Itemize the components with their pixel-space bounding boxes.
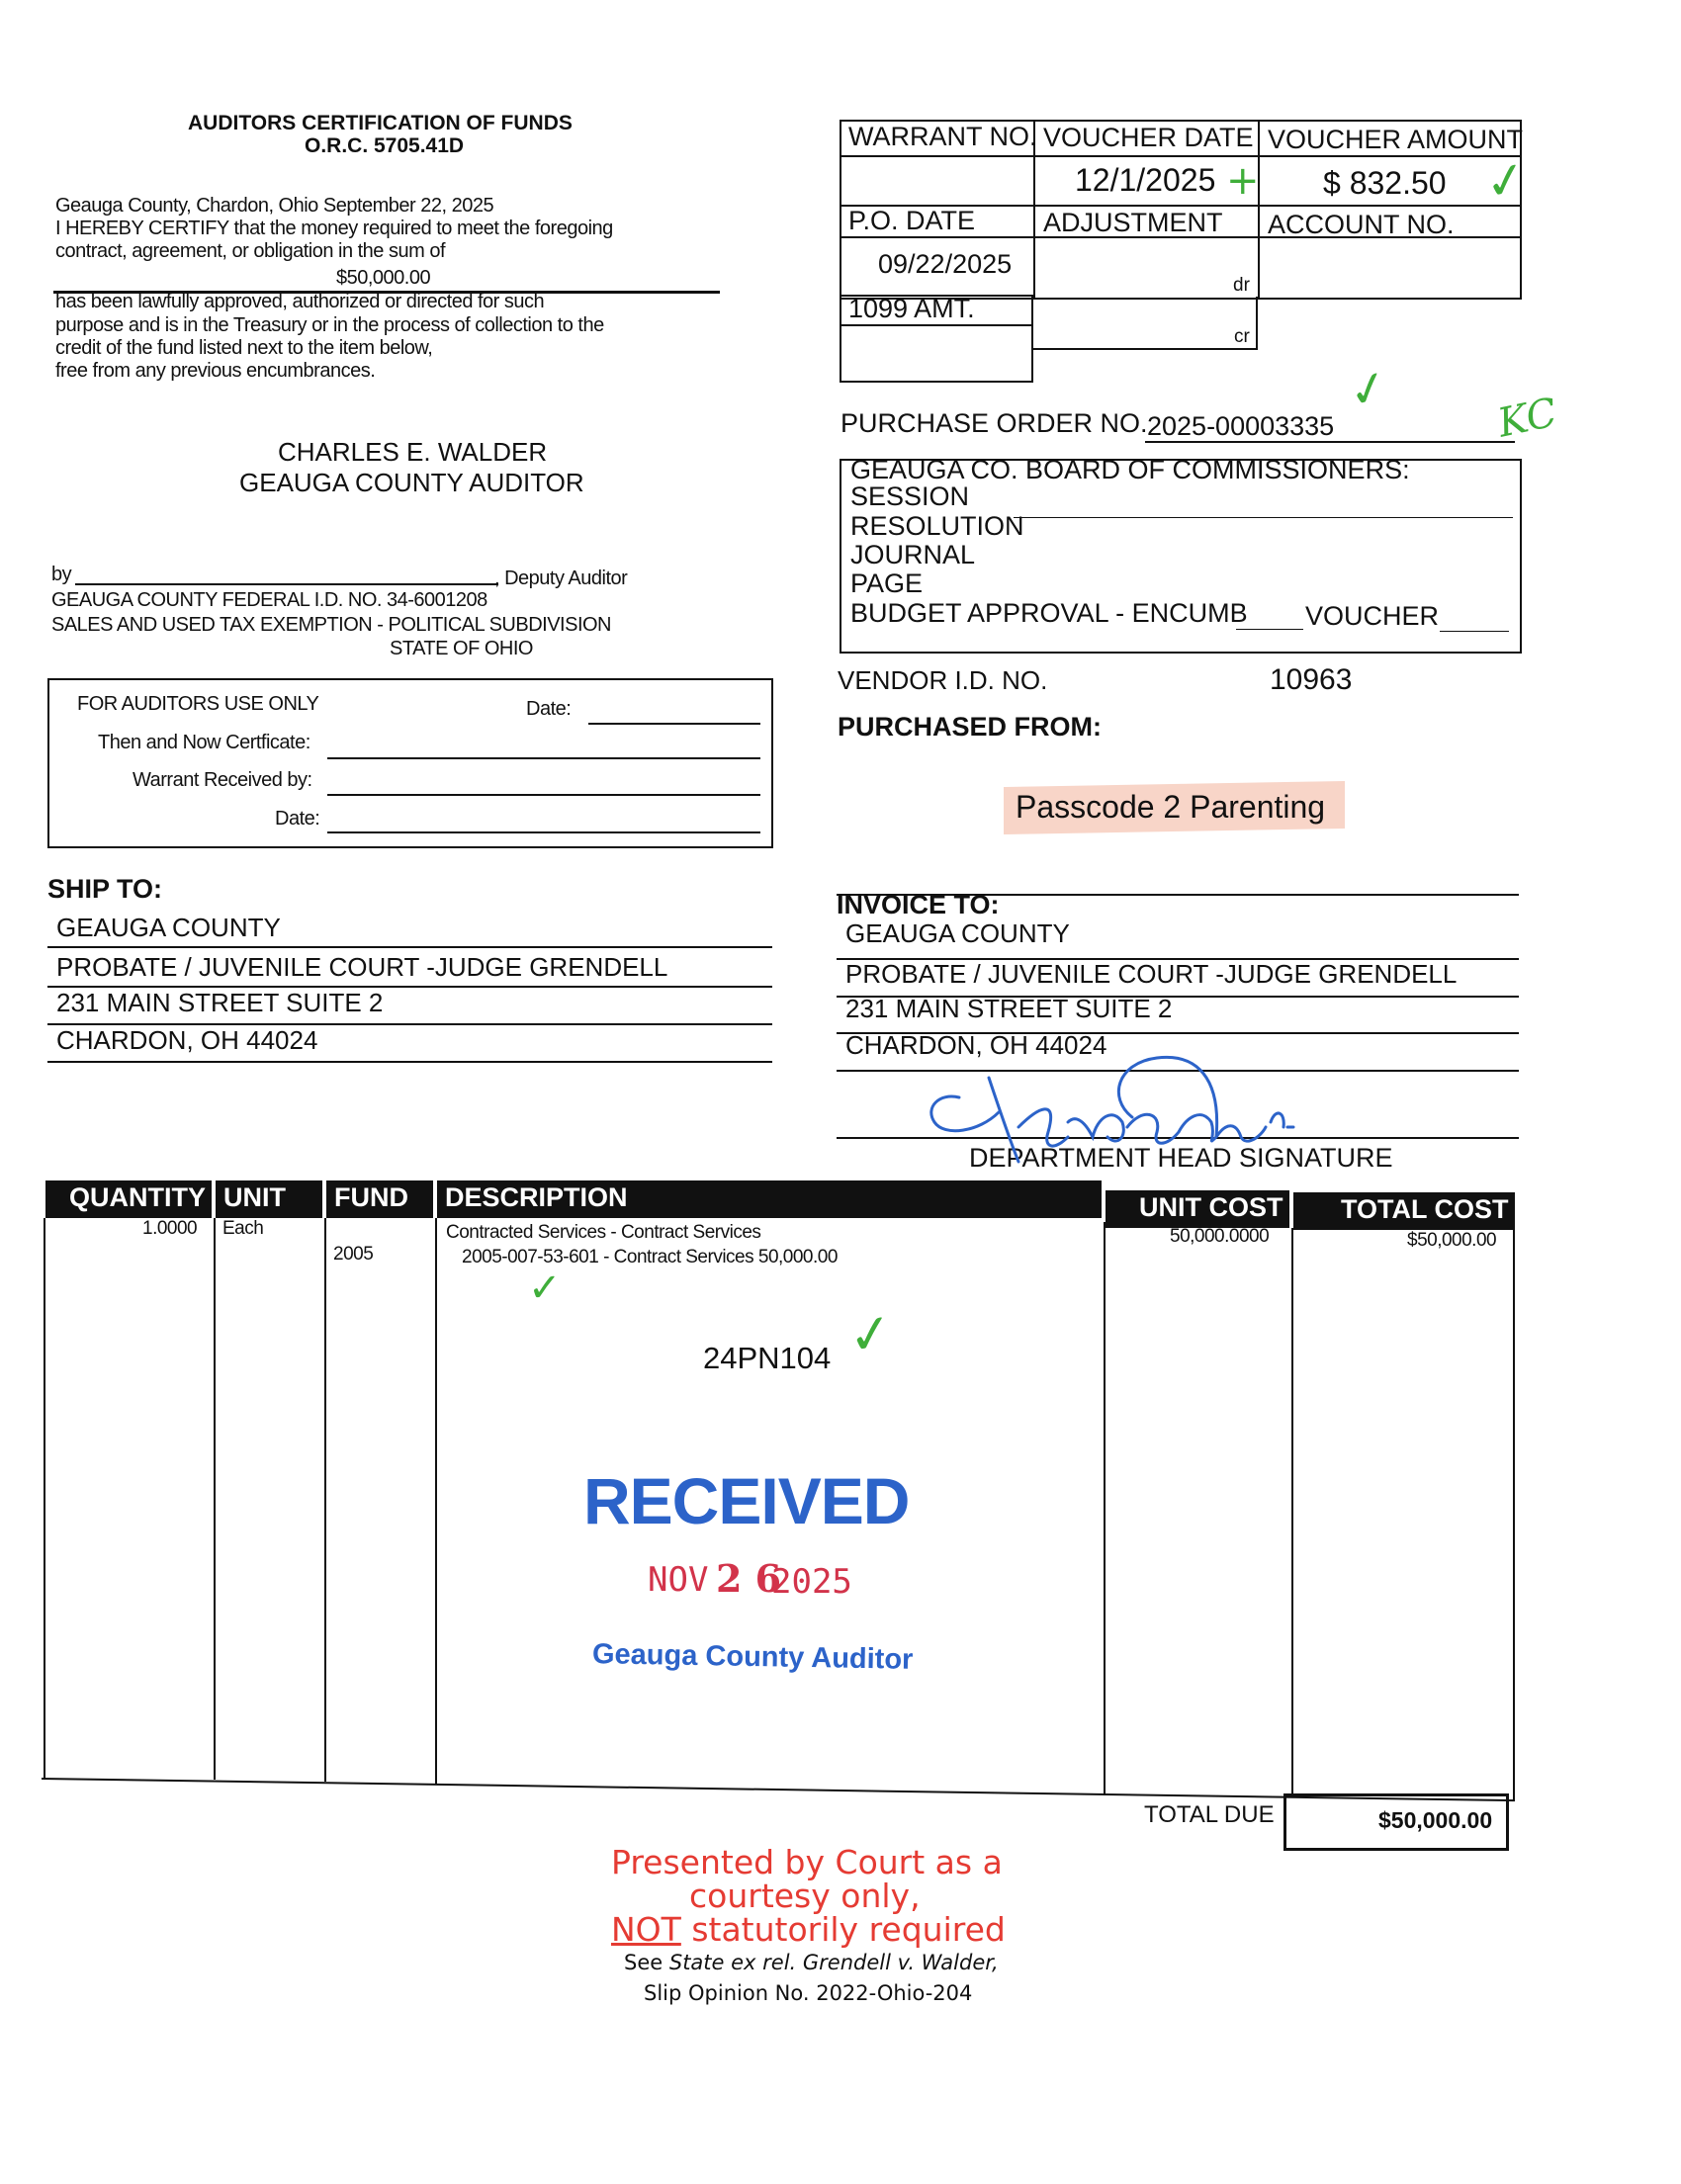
table-col-divider-3 xyxy=(435,1218,437,1784)
certification-line2: contract, agreement, or obligation in the sum of xyxy=(55,240,446,262)
court-note-rest: statutorily required xyxy=(680,1910,1006,1949)
ship-to-line2: PROBATE / JUVENILE COURT -JUDGE GRENDELL xyxy=(56,952,668,982)
invoice-to-label: INVOICE TO: xyxy=(837,890,1000,919)
description-check-icon: ✓ xyxy=(528,1266,562,1311)
warrant-no-label: WARRANT NO. xyxy=(848,122,1037,151)
ship-to-rule4 xyxy=(47,1061,772,1063)
board-page: PAGE xyxy=(850,568,924,598)
auditor-use-heading: FOR AUDITORS USE ONLY xyxy=(77,693,319,715)
invoice-to-line4: CHARDON, OH 44024 xyxy=(845,1030,1107,1060)
row-description-line1: Contracted Services - Contract Services xyxy=(446,1222,761,1243)
total-due-value: $50,000.00 xyxy=(1378,1807,1493,1833)
voucher-date-value: 12/1/2025 xyxy=(1075,162,1216,198)
then-now-field[interactable] xyxy=(327,757,760,759)
ship-to-rule1 xyxy=(47,946,772,948)
invoice-to-line2: PROBATE / JUVENILE COURT -JUDGE GRENDELL xyxy=(845,959,1458,989)
row-quantity: 1.0000 xyxy=(142,1218,198,1239)
table-left-edge xyxy=(44,1218,45,1780)
po-number-check-icon: ✓ xyxy=(1342,357,1395,422)
certification-code: O.R.C. 5705.41D xyxy=(305,134,465,157)
po-date-value: 09/22/2025 xyxy=(878,249,1013,279)
auditor-use-date2-field[interactable] xyxy=(327,831,760,833)
voucher-amount-label: VOUCHER AMOUNT xyxy=(1268,125,1524,154)
board-budget: BUDGET APPROVAL - ENCUMB xyxy=(850,598,1248,628)
board-voucher-field[interactable] xyxy=(1440,631,1509,632)
ship-to-line3: 231 MAIN STREET SUITE 2 xyxy=(56,988,384,1017)
voucher-date-check-icon: + xyxy=(1226,158,1260,204)
row-total-cost: $50,000.00 xyxy=(1407,1230,1497,1251)
col-header-unit: UNIT xyxy=(216,1180,322,1218)
po-label: PURCHASE ORDER NO. xyxy=(840,408,1148,438)
certification-line4: purpose and is in the Treasury or in the process of collection to the xyxy=(55,314,604,336)
account-no-label: ACCOUNT NO. xyxy=(1268,210,1455,239)
voucher-grid-divider-2 xyxy=(1258,120,1260,298)
row-description-line2: 2005-007-53-601 - Contract Services 50,000.00 xyxy=(462,1247,838,1267)
received-stamp-year: 2025 xyxy=(771,1562,852,1602)
certification-title: AUDITORS CERTIFICATION OF FUNDS xyxy=(188,112,573,134)
auditor-signature-line[interactable] xyxy=(75,583,498,585)
voucher-amount-value: $ 832.50 xyxy=(1323,165,1447,201)
warrant-received-field[interactable] xyxy=(327,794,760,796)
received-stamp-month: NOV xyxy=(648,1560,709,1600)
voucher-grid-row-1 xyxy=(840,155,1522,157)
auditor-use-date2-label: Date: xyxy=(275,808,320,830)
court-note-not: NOT xyxy=(611,1910,681,1949)
total-due-label: TOTAL DUE xyxy=(1144,1801,1275,1828)
vendor-name: Passcode 2 Parenting xyxy=(1016,789,1326,825)
court-note-line1: Presented by Court as a xyxy=(611,1843,1003,1881)
table-col-divider-4 xyxy=(1104,1222,1106,1795)
ship-to-line4: CHARDON, OH 44024 xyxy=(56,1025,318,1055)
ship-to-label: SHIP TO: xyxy=(47,874,163,904)
adjustment-cr-line xyxy=(1033,348,1258,350)
table-right-edge xyxy=(1513,1230,1515,1801)
certification-location-date: Geauga County, Chardon, Ohio September 22, 2025 xyxy=(55,195,494,217)
amt-1099-label: 1099 AMT. xyxy=(848,294,975,323)
board-session: SESSION xyxy=(850,481,970,511)
col-header-description: DESCRIPTION xyxy=(437,1180,1102,1218)
received-stamp-office: Geauga County Auditor xyxy=(591,1638,914,1676)
certification-line1: I HEREBY CERTIFY that the money required to meet the foregoing xyxy=(55,218,613,239)
po-number: 2025-00003335 xyxy=(1147,411,1335,441)
voucher-amount-check-icon: ✓ xyxy=(1480,148,1532,214)
court-note-line2: courtesy only, xyxy=(689,1877,921,1915)
certification-line3: has been lawfully approved, authorized or directed for such xyxy=(55,291,545,312)
po-number-rule xyxy=(1145,441,1515,443)
auditor-use-date-label: Date: xyxy=(526,698,572,720)
received-stamp-title: RECEIVED xyxy=(583,1464,910,1537)
department-head-signature xyxy=(920,1038,1335,1177)
po-initials: KC xyxy=(1493,390,1561,447)
board-resolution: RESOLUTION xyxy=(850,511,1024,541)
ship-to-line1: GEAUGA COUNTY xyxy=(56,913,281,942)
voucher-date-label: VOUCHER DATE xyxy=(1043,123,1254,152)
signature-label: DEPARTMENT HEAD SIGNATURE xyxy=(969,1143,1393,1173)
adjustment-label: ADJUSTMENT xyxy=(1043,208,1223,237)
certification-line6: free from any previous encumbrances. xyxy=(55,360,376,382)
purchased-from-label: PURCHASED FROM: xyxy=(838,712,1102,742)
col-header-unit-cost: UNIT COST xyxy=(1106,1190,1289,1228)
col-header-fund: FUND xyxy=(326,1180,433,1218)
po-date-label: P.O. DATE xyxy=(848,206,976,235)
board-session-rule xyxy=(1014,517,1513,518)
table-col-divider-1 xyxy=(214,1218,216,1780)
tax-exemption: SALES AND USED TAX EXEMPTION - POLITICAL SUBDIVISION xyxy=(51,614,612,636)
then-now-label: Then and Now Certficate: xyxy=(98,732,310,753)
col-header-quantity: QUANTITY xyxy=(45,1180,212,1218)
deputy-auditor-label: , Deputy Auditor xyxy=(494,568,628,589)
warrant-received-label: Warrant Received by: xyxy=(133,769,312,791)
received-stamp-day: 2 6 xyxy=(716,1556,782,1601)
vendor-id-label: VENDOR I.D. NO. xyxy=(838,665,1048,695)
auditor-use-date-field[interactable] xyxy=(588,723,760,725)
table-col-divider-2 xyxy=(324,1218,326,1782)
court-note-citation1 xyxy=(624,1951,999,1974)
row-fund: 2005 xyxy=(333,1244,374,1265)
board-voucher: VOUCHER xyxy=(1305,601,1440,631)
citation-case: State ex rel. Grendell v. Walder, xyxy=(668,1951,999,1974)
row-unit-cost: 50,000.0000 xyxy=(1170,1226,1270,1247)
reference-note: 24PN104 xyxy=(703,1341,832,1375)
vendor-id: 10963 xyxy=(1270,663,1353,696)
auditor-name: CHARLES E. WALDER xyxy=(278,437,548,467)
adjustment-cr-edge xyxy=(1256,297,1258,348)
court-note-citation2: Slip Opinion No. 2022-Ohio-204 xyxy=(644,1981,973,2005)
federal-id: GEAUGA COUNTY FEDERAL I.D. NO. 34-6001208 xyxy=(51,589,487,611)
row-unit: Each xyxy=(222,1218,264,1239)
adjustment-cr: cr xyxy=(1234,326,1250,347)
auditor-title: GEAUGA COUNTY AUDITOR xyxy=(239,468,584,497)
citation-prefix: See xyxy=(624,1951,669,1974)
court-note-line3 xyxy=(611,1910,1006,1949)
certification-amount: $50,000.00 xyxy=(336,267,431,289)
voucher-grid-row-5 xyxy=(840,324,1033,326)
reference-check-icon: ✓ xyxy=(843,1300,898,1368)
board-budget-field[interactable] xyxy=(1236,629,1303,630)
invoice-to-line1: GEAUGA COUNTY xyxy=(845,918,1070,948)
board-heading: GEAUGA CO. BOARD OF COMMISSIONERS: xyxy=(850,455,1410,484)
col-header-total-cost: TOTAL COST xyxy=(1293,1192,1515,1230)
adjustment-dr: dr xyxy=(1233,275,1250,296)
auditor-by-label: by xyxy=(51,564,72,585)
board-journal: JOURNAL xyxy=(850,540,976,569)
invoice-to-line3: 231 MAIN STREET SUITE 2 xyxy=(845,994,1173,1023)
state-label: STATE OF OHIO xyxy=(390,638,533,659)
certification-line5: credit of the fund listed next to the item below, xyxy=(55,337,433,359)
table-col-divider-5 xyxy=(1291,1228,1293,1797)
